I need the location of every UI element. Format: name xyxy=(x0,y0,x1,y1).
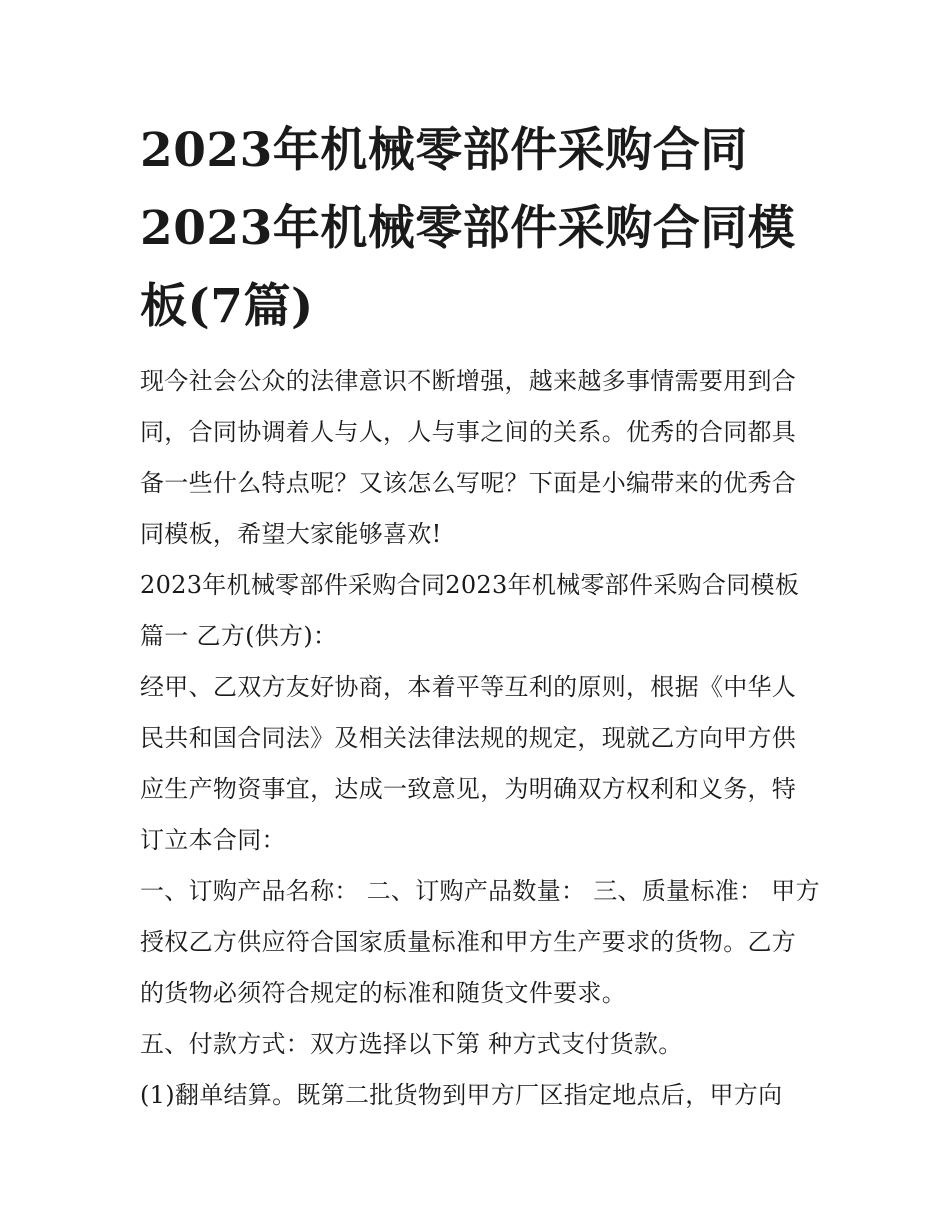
clauses-paragraph: 一、订购产品名称： 二、订购产品数量： 三、质量标准： 甲方授权乙方供应符合国家质量标准和甲方生产要求的货物。乙方的货物必须符合规定的标准和随货文件要求。 xyxy=(140,877,820,1007)
settlement-paragraph: (1)翻单结算。既第二批货物到甲方厂区指定地点后，甲方向 xyxy=(140,1081,783,1109)
contract-heading-paragraph: 2023年机械零部件采购合同2023年机械零部件采购合同模板篇一 乙方(供方)： xyxy=(140,571,800,650)
intro-paragraph: 现今社会公众的法律意识不断增强，越来越多事情需要用到合同，合同协调着人与人，人与事之间的关系。优秀的合同都具备一些什么特点呢？又该怎么写呢？下面是小编带来的优秀合同模板，希望大家能够喜欢! xyxy=(140,367,797,548)
preamble-paragraph: 经甲、乙双方友好协商，本着平等互利的原则，根据《中华人民共和国合同法》及相关法律法规的规定，现就乙方向甲方供应生产物资事宜，达成一致意见，为明确双方权利和义务，特订立本合同： xyxy=(140,673,797,854)
title-line-1: 2023年机械零部件采购合同 xyxy=(140,123,748,178)
title-line-2: 2023年机械零部件采购合同模 xyxy=(140,201,796,256)
document-page xyxy=(140,112,820,1121)
document-title xyxy=(140,112,820,346)
title-line-3: 板(7篇) xyxy=(140,279,314,334)
payment-method-paragraph: 五、付款方式：双方选择以下第 种方式支付货款。 xyxy=(140,1030,683,1058)
